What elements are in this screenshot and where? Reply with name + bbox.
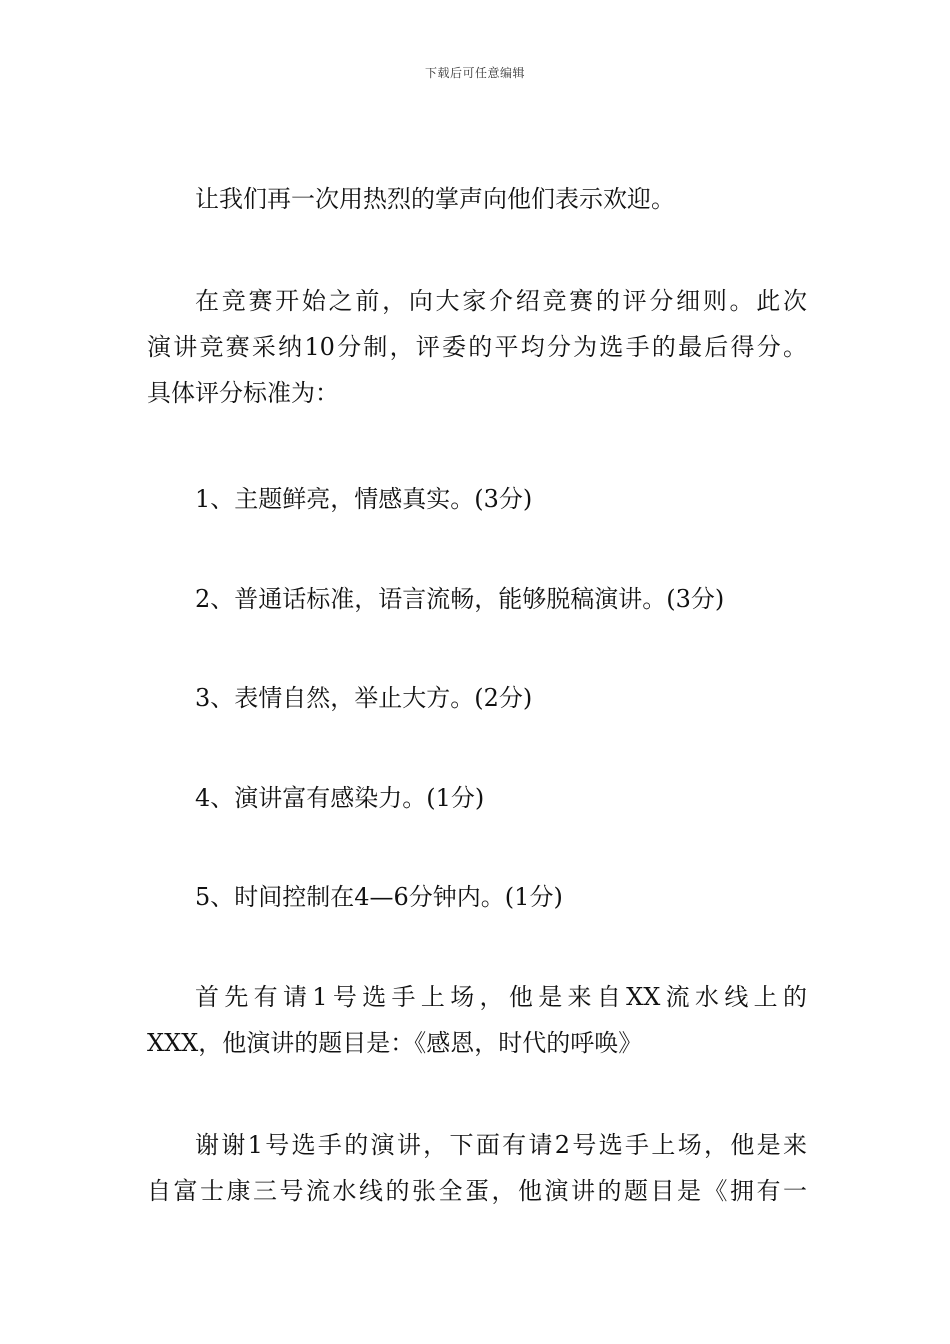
paragraph-line: 自富士康三号流水线的张全蛋，他演讲的题目是《拥有一 <box>147 1177 807 1205</box>
criteria-item-3: 3、表情自然，举止大方。(2分) <box>195 684 533 712</box>
paragraph-line: 谢谢1号选手的演讲，下面有请2号选手上场，他是来 <box>195 1131 807 1159</box>
paragraph-line: 演讲竞赛采纳10分制，评委的平均分为选手的最后得分。 <box>147 333 807 361</box>
paragraph-welcome: 让我们再一次用热烈的掌声向他们表示欢迎。 <box>195 185 675 213</box>
paragraph-contestant-2 <box>147 1122 807 1214</box>
paragraph-line: 具体评分标准为： <box>147 379 339 407</box>
criteria-item-2: 2、普通话标准，语言流畅，能够脱稿演讲。(3分) <box>195 585 725 613</box>
paragraph-line: XXX，他演讲的题目是：《感恩，时代的呼唤》 <box>147 1029 643 1057</box>
criteria-item-1: 1、主题鲜亮，情感真实。(3分) <box>195 485 533 513</box>
page-header: 下载后可任意编辑 <box>424 66 525 80</box>
criteria-item-5: 5、时间控制在4—6分钟内。(1分) <box>195 883 563 911</box>
paragraph-contestant-1 <box>147 974 807 1066</box>
criteria-item-4: 4、演讲富有感染力。(1分) <box>195 784 485 812</box>
paragraph-line: 首先有请1号选手上场，他是来自XX流水线上的 <box>195 983 807 1011</box>
paragraph-line: 在竞赛开始之前，向大家介绍竞赛的评分细则。此次 <box>195 287 807 315</box>
paragraph-scoring-intro <box>147 278 807 416</box>
